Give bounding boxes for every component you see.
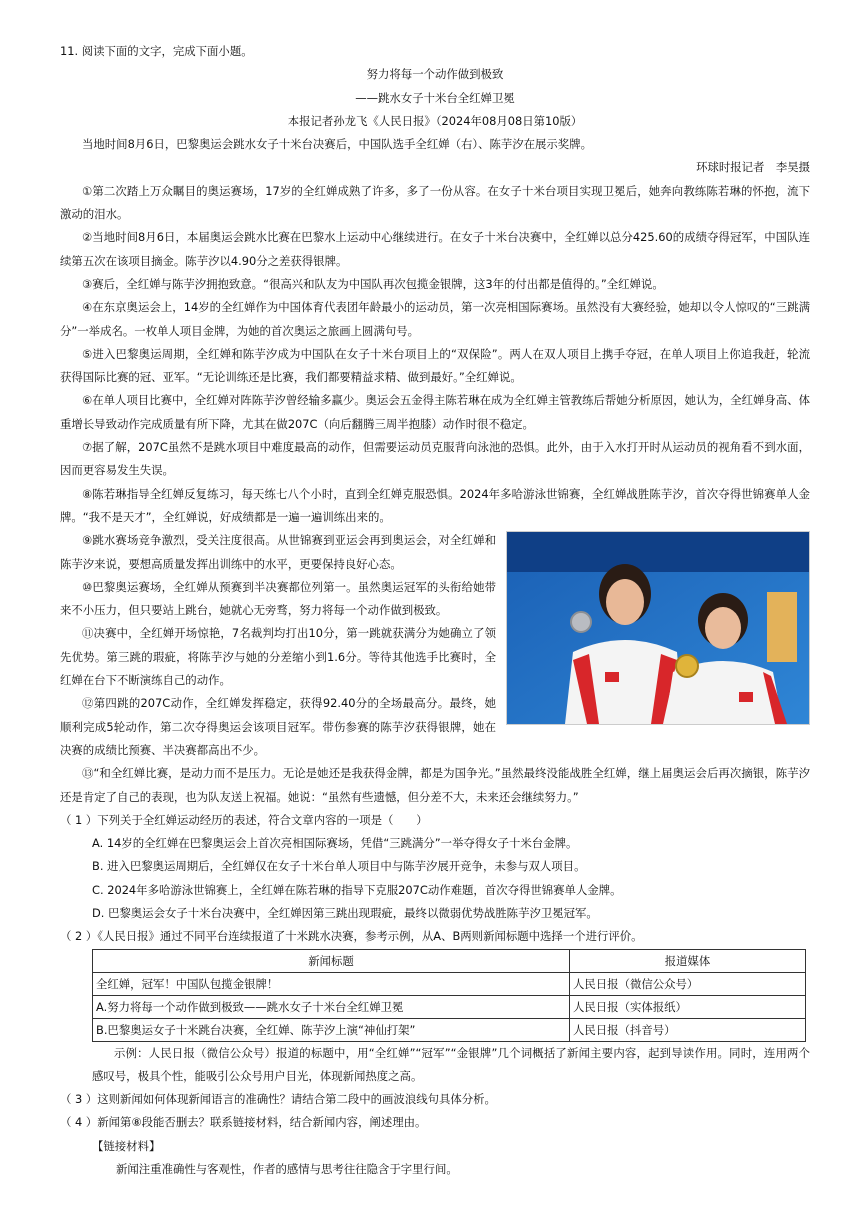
table-cell-title: 全红婵，冠军！中国队包揽金银牌！	[93, 972, 570, 995]
table-cell-title: A.努力将每一个动作做到极致——跳水女子十米台全红婵卫冕	[93, 995, 570, 1018]
paragraph-7: ⑦据了解，207C虽然不是跳水项目中难度最高的动作，但需要运动员克服背向泳池的恐惧。此外，由于入水打开时从运动员的视角看不到水面，因而更容易发生失误。	[60, 440, 810, 478]
paragraph-10: ⑩巴黎奥运赛场，全红婵从预赛到半决赛都位列第一。虽然奥运冠军的头衔给她带来不小压力，但只要站上跳台，她就心无旁骛，努力将每一个动作做到极致。	[60, 579, 496, 618]
table-cell-media: 人民日报（抖音号）	[570, 1018, 806, 1041]
table-row	[93, 1018, 806, 1041]
question-intro: 11. 阅读下面的文字，完成下面小题。	[60, 44, 253, 58]
paragraph-8: ⑧陈若琳指导全红婵反复练习，每天练七八个小时，直到全红婵克服恐惧。2024年多哈游泳世锦赛，全红婵战胜陈芋汐，首次夺得世锦赛单人金牌。“我不是天才”，全红婵说，好成绩都是一遍一遍训练出来的。	[60, 486, 810, 524]
question-1-option-d: D. 巴黎奥运会女子十米台决赛中，全红婵因第三跳出现瑕疵，最终以微弱优势战胜陈芋汐卫冕冠军。	[92, 905, 598, 920]
table-row	[93, 972, 806, 995]
table-cell-media: 人民日报（实体报纸）	[570, 995, 806, 1018]
table-cell-title: B.巴黎奥运女子十米跳台决赛，全红婵、陈芋汐上演“神仙打架”	[93, 1018, 570, 1041]
photo-credit: 环球时报记者 李昊摄	[696, 160, 810, 175]
paragraph-9: ⑨跳水赛场竞争激烈，受关注度很高。从世锦赛到亚运会再到奥运会，对全红婵和陈芋汐来说，要想高质量发挥出训练中的水平，更要保持良好心态。	[60, 533, 496, 571]
paragraph-4: ④在东京奥运会上，14岁的全红婵作为中国体育代表团年龄最小的运动员，第一次亮相国际赛场。虽然没有大赛经验，她却以令人惊叹的“三跳满分”一举成名。一枚单人项目金牌，为她的首次奥运之旅画上圆满句号。	[60, 300, 810, 338]
paragraph-3: ③赛后，全红婵与陈芋汐拥抱致意。“很高兴和队友为中国队再次包揽金银牌，这3年的付出都是值得的。”全红婵说。	[82, 276, 664, 291]
paragraph-1: ①第二次踏上万众瞩目的奥运赛场，17岁的全红婵成熟了许多，多了一份从容。在女子十米台项目实现卫冕后，她奔向教练陈若琳的怀抱，流下激动的泪水。	[60, 183, 810, 222]
table-row	[93, 995, 806, 1018]
question-4-stem: （ 4 ）新闻第⑧段能否删去？联系链接材料，结合新闻内容，阐述理由。	[60, 1115, 427, 1130]
paragraph-12: ⑫第四跳的207C动作，全红婵发挥稳定，获得92.40分的全场最高分。最终，她顺利完成5轮动作，第二次夺得奥运会该项目冠军。带伤参赛的陈芋汐获得银牌，她在决赛的成绩比预赛、半决赛都高出不少。	[60, 696, 496, 757]
photo-caption: 当地时间8月6日，巴黎奥运会跳水女子十米台决赛后，中国队选手全红婵（右）、陈芋汐在展示奖牌。	[82, 137, 592, 152]
link-material-text: 新闻注重准确性与客观性，作者的感情与思考往往隐含于字里行间。	[116, 1162, 458, 1177]
question-2-example: 示例：人民日报（微信公众号）报道的标题中，用“全红婵”“冠军”“金银牌”几个词概括了新闻主要内容，起到导读作用。同时，连用两个感叹号，极具个性，能吸引公众号用户目光，体现新闻热度之高。	[92, 1045, 810, 1083]
paragraph-5: ⑤进入巴黎奥运周期，全红婵和陈芋汐成为中国队在女子十米台项目上的“双保险”。两人在双人项目上携手夺冠，在单人项目上你追我赶，轮流获得国际比赛的冠、亚军。“无论训练还是比赛，我们都要精益求精、做到最好。”全红婵说。	[60, 346, 810, 385]
news-headline-table	[92, 949, 806, 1042]
table-header-title: 新闻标题	[93, 949, 570, 972]
question-1-option-b: B. 进入巴黎奥运周期后，全红婵仅在女子十米台单人项目中与陈芋汐展开竞争，未参与双人项目。	[92, 859, 586, 874]
article-byline: 本报记者孙龙飞《人民日报》（2024年08月08日第10版）	[287, 113, 583, 128]
question-1-option-c: C. 2024年多哈游泳世锦赛上，全红婵在陈若琳的指导下克服207C动作难题，首次夺得世锦赛单人金牌。	[92, 882, 622, 897]
table-header-media: 报道媒体	[570, 949, 806, 972]
question-3-stem: （ 3 ）这则新闻如何体现新闻语言的准确性？请结合第二段中的画波浪线句具体分析。	[60, 1092, 496, 1107]
table-cell-media: 人民日报（微信公众号）	[570, 972, 806, 995]
exam-page	[60, 40, 810, 1181]
article-subtitle: ——跳水女子十米台全红婵卫冕	[355, 90, 515, 105]
paragraph-13: ⑬“和全红婵比赛，是动力而不是压力。无论是她还是我获得金牌，都是为国争光。”虽然最终没能战胜全红婵，继上届奥运会后再次摘银，陈芋汐还是肯定了自己的表现，也为队友送上祝福。她说：“虽然有些遗憾，但分差不大，未来还会继续努力。”	[60, 766, 810, 804]
question-1-option-a: A. 14岁的全红婵在巴黎奥运会上首次亮相国际赛场，凭借“三跳满分”一举夺得女子十米台金牌。	[92, 836, 578, 851]
question-2-stem: （ 2 ）《人民日报》通过不同平台连续报道了十米跳水决赛，参考示例，从A、B两则新闻标题中选择一个进行评价。	[60, 929, 643, 944]
paragraph-11: ⑪决赛中，全红婵开场惊艳，7名裁判均打出10分，第一跳就获满分为她确立了领先优势。第三跳的瑕疵，将陈芋汐与她的分差缩小到1.6分。等待其他选手比赛时，全红婵在台下不断演练自己的动作。	[60, 626, 496, 688]
table-header-row	[93, 949, 806, 972]
medal-photo	[506, 531, 810, 725]
link-material-label: 【链接材料】	[92, 1138, 161, 1153]
paragraph-6: ⑥在单人项目比赛中，全红婵对阵陈芋汐曾经输多赢少。奥运会五金得主陈若琳在成为全红婵主管教练后帮她分析原因，她认为，全红婵身高、体重增长导致动作完成质量有所下降，尤其在做207C（向后翻腾三周半抱膝）动作时很不稳定。	[60, 393, 810, 431]
article-title: 努力将每一个动作做到极致	[366, 67, 504, 82]
paragraph-2: ②当地时间8月6日，本届奥运会跳水比赛在巴黎水上运动中心继续进行。在女子十米台决赛中，全红婵以总分425.60的成绩夺得冠军，中国队连续第五次在该项目摘金。陈芋汐以4.90分之差获得银牌。	[60, 230, 810, 268]
question-1-stem: （ 1 ）下列关于全红婵运动经历的表述，符合文章内容的一项是（ ）	[60, 812, 428, 827]
